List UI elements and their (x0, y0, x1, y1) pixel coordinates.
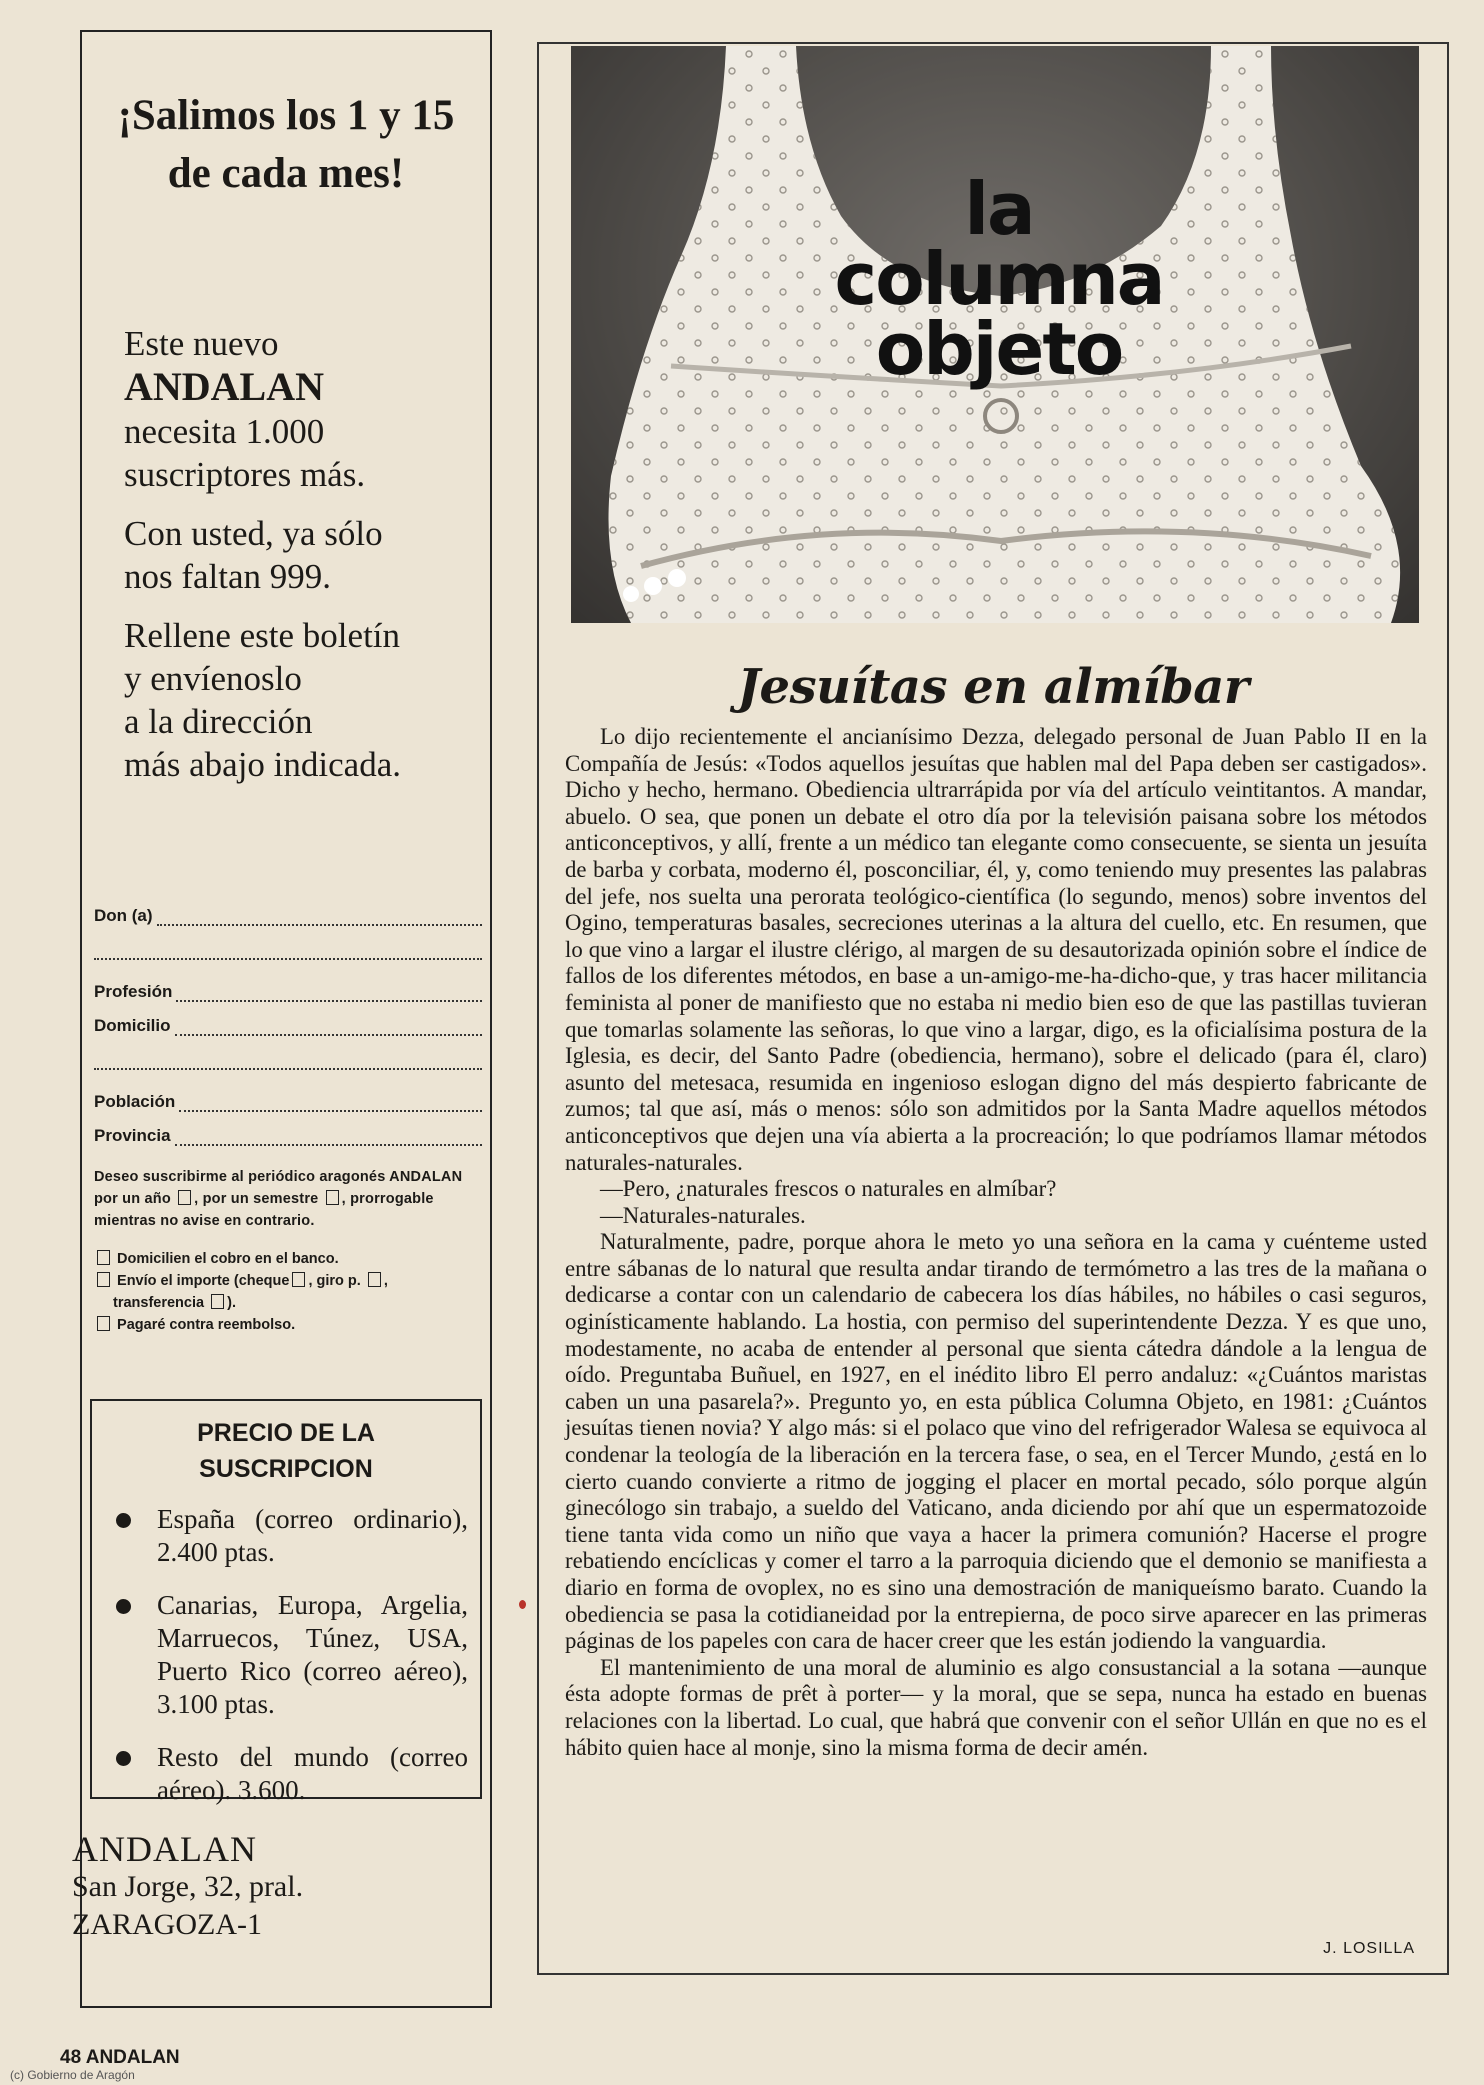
page-number: 48 (60, 2047, 82, 2068)
article-paragraph: Lo dijo recientemente el ancianísimo Dezza, delegado personal de Juan Pablo II en la Compañía de Jesús: «Todos aquellos jesuítas que hablen mal del Papa deben ser castigados». Dicho y hecho, hermano. Obediencia ultrarrápida por vía del artículo veintitantos. A mandar, abuelo. O sea, que ponen un debate el otro día por la televisión paisana sobre los métodos anticonceptivos, y allí, frente a un médico tan elegante como consecuente, se sienta un jesuíta de barba y corbata, moderno él, posconciliar, él, y, como teniendo muy presentes las palabras del jefe, nos suelta una perorata teológico-científica (lo segundo, menos) sobre inventos del Ogino, temperaturas basales, secreciones uterinas a la altura del cuello, etc. En resumen, que lo que vino a largar el ilustre clérigo, al margen de su desautorizada opinión sobre el índice de fallos de los diferentes métodos, en base a un-amigo-me-ha-dicho-que, y tras hacer militancia feminista al poner de manifiesto que no estaba ni medio bien eso de que las pastillas tuvieran que tomarlas solamente las señoras, lo que vino a largar, digo, es la oficialísima postura de la Iglesia, es decir, del Santo Padre (obediencia, hermano), sobre el delicado (para él, claro) asunto del metesaca, resumida en ingenioso eslogan digno del más despierto fabricante de zumos; tal que así, más o menos: sólo son admitidos por la Santa Madre aquellos métodos anticonceptivos que dejen una vía abierta a la procreación; lo que podríamos llamar métodos naturales-naturales. (565, 724, 1427, 1175)
article-body (565, 724, 1427, 1761)
pitch-block-2: Con usted, ya sólo nos faltan 999. (124, 514, 383, 596)
price-item: Resto del mundo (correo aéreo). 3.600. (112, 1741, 468, 1807)
magazine-name: ANDALAN (85, 2047, 180, 2068)
article (537, 42, 1449, 1975)
price-list (92, 1503, 480, 1807)
page-footer (60, 2047, 180, 2069)
pitch-block-1: Este nuevo ANDALAN necesita 1.000 suscriptores más. (124, 324, 366, 494)
copyright-notice: (c) Gobierno de Aragón (10, 2068, 135, 2082)
option-cod[interactable]: Pagaré contra reembolso. (94, 1314, 482, 1336)
town-field[interactable]: Población (94, 1078, 482, 1112)
price-item: España (correo ordinario), 2.400 ptas. (112, 1503, 468, 1569)
ad-pitch (124, 322, 484, 802)
article-paragraph: Naturalmente, padre, porque ahora le meto yo una señora en la cama y cuénteme usted entre sábanas de lo natural que resulta andar tirando de termómetro a las tres de la mañana o dedicarse a contar con un calendario de cabecera los días hábiles, no hábiles o casi seguros, oginísticamente hablando. La hostia, con permiso del superintendente Dezza. Y es que uno, modestamente, no acaba de entender al personal que sienta cátedra dándole a la lengua de oído. Preguntaba Buñuel, en 1927, en el inédito libro El perro andaluz: «¿Cuántos maristas caben un una pasarela?». Pregunto yo, en esta pública Columna Objeto, en 1981: ¿Cuántos jesuítas tienen novia? Y algo más: si el polaco que vino del refrigerador Walesa se equivoca al condenar la teología de la liberación en la tercera fase, o sea, en el Tercer Mundo, ¿está en lo cierto cuando convierte a ritmo de jogging el placer en mortal pecado, sólo porque algún ginecólogo sin trabajo, a sueldo del Vaticano, anda diciendo por ahí que un espermatozoide tiene tanta vida como un niño que vaya a hacer la primera comunión? Hacerse el progre rebatiendo encíclicas y comer el tarro a la parroquia diciendo que el demonio se manifiesta a diario en forma de ovoplex, no es sino una demostración de maniqueísmo barato. Cuando la obediencia se pasa la cotidianeidad por la entrepierna, de poco sirve aparecer en las primeras páginas de los papeles con cara de hacer creer que les están jodiendo la vanguardia. (565, 1229, 1427, 1654)
province-field[interactable]: Provincia (94, 1112, 482, 1146)
price-title: PRECIO DE LA SUSCRIPCION (197, 1419, 375, 1483)
dialogue-line: —Pero, ¿naturales frescos o naturales en almíbar? (600, 1176, 1057, 1202)
semester-checkbox[interactable] (326, 1190, 339, 1205)
pitch-block-3: Rellene este boletín y envíenoslo a la dirección más abajo indicada. (124, 616, 401, 784)
article-paragraph: El mantenimiento de una moral de aluminio es algo consustancial a la sotana —aunque ésta adopte formas de prêt à porter— y la moral, que se sepa, nunca ha estado en buenas relaciones con la libertad. Lo cual, que habrá que convenir con el señor Ullán en que no es el hábito quien hace al monje, sino la misma forma de decir amén. (565, 1654, 1427, 1760)
column-header-photo (571, 46, 1419, 623)
bullet-icon (116, 1513, 131, 1528)
brand-name: ANDALAN (124, 364, 324, 409)
ink-spot (519, 1600, 526, 1609)
subscription-form (94, 892, 482, 1336)
name-field[interactable]: Don (a) (94, 892, 482, 926)
year-checkbox[interactable] (178, 1190, 191, 1205)
option-send-payment[interactable]: Envío el importe (cheque , giro p. , transferencia ). (94, 1270, 482, 1314)
profession-field[interactable]: Profesión (94, 968, 482, 1002)
price-box (90, 1399, 482, 1805)
send-payment-checkbox[interactable] (97, 1272, 110, 1287)
address-field-line2[interactable] (94, 1036, 482, 1070)
bullet-icon (116, 1751, 131, 1766)
author-signature: J. LOSILLA (1323, 1940, 1415, 1957)
subscription-ad (80, 30, 492, 2008)
price-item: Canarias, Europa, Argelia, Marruecos, Túnez, USA, Puerto Rico (correo aéreo), 3.100 ptas. (112, 1589, 468, 1721)
bank-checkbox[interactable] (97, 1250, 110, 1265)
cheque-checkbox[interactable] (292, 1272, 305, 1287)
transfer-checkbox[interactable] (211, 1294, 224, 1309)
giro-checkbox[interactable] (368, 1272, 381, 1287)
payment-options (94, 1248, 482, 1336)
cod-checkbox[interactable] (97, 1316, 110, 1331)
option-bank[interactable]: Domicilien el cobro en el banco. (94, 1248, 482, 1270)
subscription-note: Deseo suscribirme al periódico aragonés ANDALAN por un año , por un semestre , prorrogable mientras no avise en contrario. (94, 1169, 463, 1229)
column-name: la columna objeto (834, 167, 1164, 391)
name-field-line2[interactable] (94, 926, 482, 960)
bullet-icon (116, 1599, 131, 1614)
ad-headline: ¡Salimos los 1 y 15 de cada mes! (117, 92, 455, 197)
article-title: Jesuítas en almíbar (737, 659, 1249, 715)
address-field[interactable]: Domicilio (94, 1002, 482, 1036)
dialogue-line: —Naturales-naturales. (600, 1202, 806, 1228)
mailing-address: ANDALAN San Jorge, 32, pral. ZARAGOZA-1 (72, 1829, 304, 1941)
